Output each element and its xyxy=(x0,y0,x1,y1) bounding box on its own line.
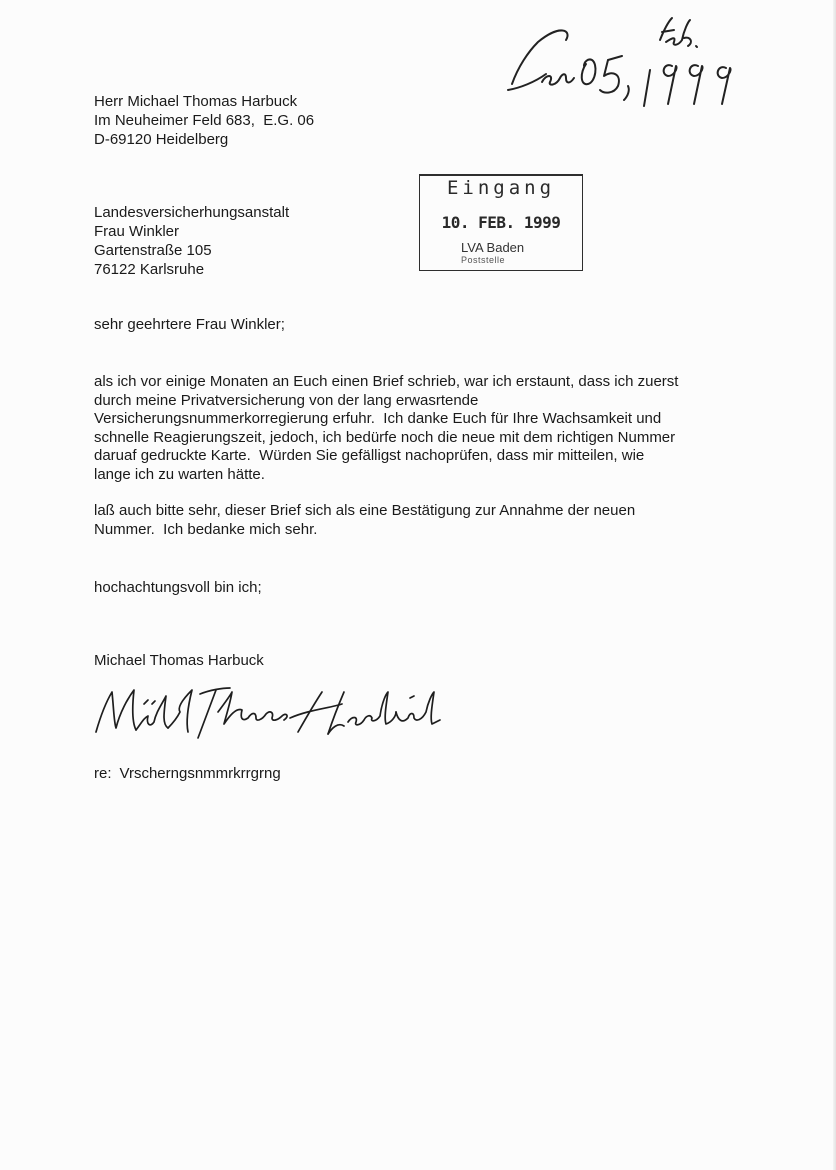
paragraph-line: Versicherungsnummerkorregierung erfuhr. Ich danke Euch für Ihre Wachsamkeit und xyxy=(94,410,662,428)
closing: hochachtungsvoll bin ich; xyxy=(94,579,262,596)
subject-line xyxy=(94,764,281,783)
stamp-date: 10. FEB. 1999 xyxy=(441,213,561,232)
paragraph-line: lange ich zu warten hätte. xyxy=(94,465,265,483)
handwritten-date xyxy=(500,12,765,107)
stamp-office: LVA Baden xyxy=(461,240,525,255)
sender-address xyxy=(94,92,314,149)
handwritten-signature xyxy=(92,682,442,740)
paragraph-line: daruaf gedruckte Karte. Würden Sie gefälligst nachoprüfen, dass mir mitteilen, wie xyxy=(94,447,645,465)
paragraph-line: laß auch bitte sehr, dieser Brief sich als eine Bestätigung zur Annahme der neuen xyxy=(94,502,636,519)
salutation: sehr geehrtere Frau Winkler; xyxy=(94,316,285,333)
received-stamp xyxy=(417,172,587,274)
recipient-address xyxy=(94,203,289,279)
body-paragraph-2 xyxy=(94,502,635,539)
stamp-title: Eingang xyxy=(446,177,556,199)
paragraph-line: schnelle Reagierungszeit, jedoch, ich bedürfe noch die neue mit dem richtigen Nummer xyxy=(94,428,676,446)
stamp-sub: Poststelle xyxy=(461,255,506,265)
paragraph-line: Nummer. Ich bedanke mich sehr. xyxy=(94,520,318,538)
paragraph-line: als ich vor einige Monaten an Euch einen Brief schrieb, war ich erstaunt, dass ich zuerst xyxy=(94,373,679,390)
subject-label: re: xyxy=(94,765,112,782)
paragraph-line: durch meine Privatversicherung von der lang erwasrtende xyxy=(94,391,479,409)
signature-name: Michael Thomas Harbuck xyxy=(94,652,264,669)
recipient-city: 76122 Karlsruhe xyxy=(94,261,205,278)
body-paragraph-1 xyxy=(94,373,678,485)
subject-text: Vrscherngsnmmrkrrgrng xyxy=(119,765,281,782)
sender-street: Im Neuheimer Feld 683, E.G. 06 xyxy=(94,112,315,129)
sender-name: Herr Michael Thomas Harbuck xyxy=(94,93,298,110)
recipient-institution: Landesversicherhungsanstalt xyxy=(94,204,290,221)
recipient-street: Gartenstraße 105 xyxy=(94,242,212,259)
recipient-person: Frau Winkler xyxy=(94,223,180,240)
sender-city: D-69120 Heidelberg xyxy=(94,131,229,148)
